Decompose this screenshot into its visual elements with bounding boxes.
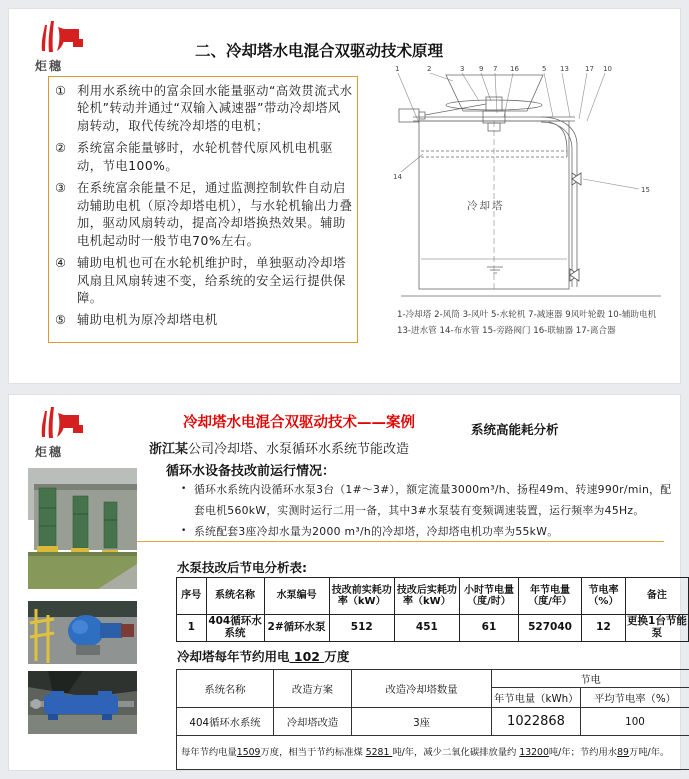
- list-item-text: 利用水系统中的富余回水能量驱动“高效贯流式水轮机”转动并通过“双输入减速器”带动冷却塔风扇转动，取代传统冷却塔的电机；: [77, 84, 353, 133]
- slide-principle: [8, 8, 681, 384]
- summary-segment: 每年节约电量: [181, 746, 237, 758]
- cell-system: 404循环水系统: [177, 708, 274, 736]
- table-cell: 2#循环水泵: [264, 615, 329, 642]
- bullet-icon: •: [181, 526, 187, 536]
- underlined-value: 89: [617, 746, 629, 758]
- column-header: 序号: [177, 578, 207, 615]
- list-item-text: 辅助电机也可在水轮机维护时，单独驱动冷却塔风扇且风扇转速不变，给系统的安全运行提供保障。: [77, 256, 346, 305]
- annual-saving-note: [177, 647, 349, 665]
- note-suffix: 万度: [324, 649, 350, 664]
- column-header: 节电率（%）: [582, 578, 626, 615]
- table-footer-row: [177, 736, 689, 770]
- list-item-text: 在系统富余能量不足，通过监测控制软件自动启动辅助电机（原冷却塔电机），与水轮机输出力叠加，驱动风扇转动，提高冷却塔换热效果。辅助电机起动时一般节电70%左右。: [77, 181, 353, 248]
- pump-savings-table: [176, 577, 689, 642]
- photo-gearbox-unit: [28, 671, 137, 734]
- photo-plant-site: [28, 468, 137, 589]
- legend-line-2: 13-进水管 14-布水管 15-旁路阀门 16-联轴器 17-离合器: [397, 326, 616, 337]
- svg-text:15: 15: [641, 186, 650, 194]
- bullet-text: 循环水系统内设循环水泵3台（1#～3#），额定流量3000m³/h、扬程49m、转速990r/min，配套电机560kW，实测时运行二用一备，其中3#水泵装有变频调速装置，运行频率为45Hz。: [194, 483, 672, 517]
- col-system-name: 系统名称: [177, 670, 274, 708]
- svg-text:17: 17: [585, 65, 594, 73]
- list-item: [55, 140, 353, 175]
- svg-text:10: 10: [603, 65, 612, 73]
- list-item: [55, 312, 353, 329]
- table-cell: 512: [329, 615, 394, 642]
- column-header: 技改后实耗功率（kW）: [394, 578, 459, 615]
- column-header: 水泵编号: [264, 578, 329, 615]
- gearbox-photo-image: [28, 671, 137, 734]
- photo-circulating-pump: [28, 601, 137, 664]
- table-cell: 404循环水系统: [206, 615, 264, 642]
- list-item-number: ④: [55, 256, 67, 271]
- list-item: [55, 255, 353, 307]
- logo-text: 炬穗: [35, 59, 64, 73]
- note-value: 102: [289, 649, 325, 664]
- pre-retrofit-bullets: [181, 479, 673, 542]
- company-name: 浙江某: [149, 442, 189, 457]
- logo-text: 炬穗: [35, 445, 64, 459]
- project-name: 公司冷却塔、水泵循环水系统节能改造: [188, 442, 410, 457]
- bullet-item: [181, 521, 673, 542]
- list-item: [55, 83, 353, 135]
- underlined-value: 5281: [365, 746, 393, 758]
- summary-segment: 吨/年；节约用水: [548, 746, 618, 758]
- list-item-number: ②: [55, 141, 67, 156]
- slide1-title: 二、冷却塔水电混合双驱动技术原理: [194, 42, 443, 60]
- cooling-tower-drawing-icon: [391, 59, 669, 301]
- summary-segment: 万度，相当于节约标准煤: [260, 746, 366, 758]
- pump-photo-image: [28, 601, 137, 664]
- cell-avg-rate: 100: [581, 708, 689, 736]
- svg-text:1: 1: [395, 65, 400, 73]
- tower-retrofit-table: [176, 669, 689, 770]
- list-item-number: ⑤: [55, 313, 67, 328]
- pump-table-header-row: [177, 578, 689, 615]
- cell-count: 3座: [352, 708, 492, 736]
- svg-text:2: 2: [427, 65, 432, 73]
- table-cell: 451: [394, 615, 459, 642]
- bullet-text: 系统配套3座冷却水量为2000 m³/h的冷却塔，冷却塔电机功率为55kW。: [194, 525, 559, 538]
- cell-annual-kwh: 1022868: [492, 708, 581, 736]
- divider-line: [66, 541, 664, 542]
- table-cell: 1: [177, 615, 207, 642]
- column-header: 技改前实耗功率（kW）: [329, 578, 394, 615]
- bullet-item: [181, 479, 673, 521]
- table-cell: 更换1台节能泵: [625, 615, 688, 642]
- table-row: [177, 615, 689, 642]
- col-group-saving: 节电: [492, 670, 689, 688]
- list-item-number: ③: [55, 181, 67, 196]
- col-avg-rate: 平均节电率（%）: [581, 688, 689, 708]
- underlined-value: 13200: [519, 746, 549, 758]
- note-prefix: 冷却塔每年节约用电: [177, 649, 290, 664]
- company-logo: [33, 403, 91, 461]
- list-item-text: 辅助电机为原冷却塔电机: [77, 313, 218, 328]
- principle-list: [48, 76, 358, 343]
- col-retrofit-plan: 改造方案: [274, 670, 352, 708]
- pre-retrofit-heading: 循环水设备技改前运行情况：: [166, 464, 336, 479]
- svg-text:3: 3: [460, 65, 465, 73]
- legend-line-1: 1-冷却塔 2-风筒 3-风叶 5-水轮机 7-减速器 9风叶轮毂 10-辅助电机: [397, 310, 657, 320]
- col-tower-count: 改造冷却塔数量: [352, 670, 492, 708]
- slide-case-study: [8, 394, 687, 771]
- svg-text:16: 16: [510, 65, 519, 73]
- col-annual-kwh: 年节电量（kWh）: [492, 688, 581, 708]
- table-cell: 12: [582, 615, 626, 642]
- summary-segment: 吨/年，减少二氧化碳排放量约: [392, 746, 520, 758]
- table-cell: 61: [459, 615, 518, 642]
- column-header: 小时节电量（度/时）: [459, 578, 518, 615]
- table-cell: 527040: [518, 615, 581, 642]
- list-item-number: ①: [55, 84, 67, 98]
- list-item: [55, 180, 353, 250]
- svg-text:冷却塔: 冷却塔: [467, 200, 505, 212]
- column-header: 年节电量（度/年）: [518, 578, 581, 615]
- diagram-legend: [397, 307, 677, 340]
- summary-segment: 万吨/年。: [628, 746, 670, 758]
- slide2-title: 冷却塔水电混合双驱动技术——案例: [183, 415, 415, 431]
- list-item-text: 系统富余能量够时，水轮机替代原风机电机驱动，节电100%。: [77, 141, 333, 173]
- svg-text:5: 5: [542, 65, 547, 73]
- pump-table-title: 水泵技改后节电分析表:: [177, 560, 307, 575]
- bullet-icon: •: [181, 484, 187, 494]
- underlined-value: 1509: [236, 746, 261, 758]
- project-subtitle: [149, 438, 409, 457]
- svg-text:14: 14: [393, 173, 402, 181]
- cell-plan: 冷却塔改造: [274, 708, 352, 736]
- pump-table-body: [177, 615, 689, 642]
- pump-table-head: [177, 578, 689, 615]
- savings-summary-text: [177, 736, 689, 770]
- table-row: [177, 708, 689, 736]
- column-header: 系统名称: [206, 578, 264, 615]
- energy-analysis-heading: 系统高能耗分析: [471, 422, 559, 437]
- svg-text:13: 13: [560, 65, 569, 73]
- cooling-tower-diagram: [391, 59, 669, 301]
- plant-photo-image: [28, 468, 137, 589]
- svg-text:7: 7: [493, 65, 498, 73]
- column-header: 备注: [625, 578, 688, 615]
- company-logo: [33, 17, 91, 75]
- svg-text:9: 9: [479, 65, 484, 73]
